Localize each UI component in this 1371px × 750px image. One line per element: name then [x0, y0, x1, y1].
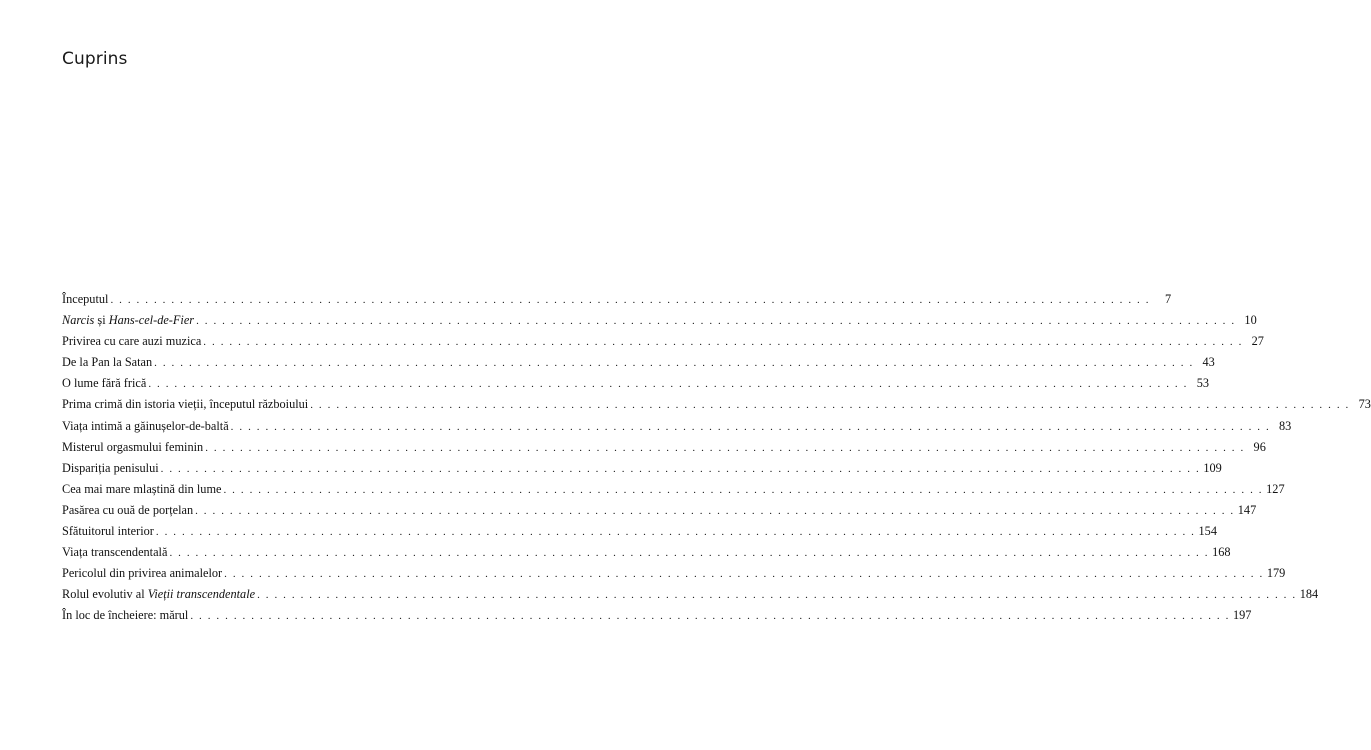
- toc-entry-title: [62, 458, 161, 479]
- dot-leader: . . . . . . . . . . . . . . . . . . . . . . . . . . . . . . . . . . . . . . . . . . . . . . . . . . . . . . . . . . . . . . . . . . . . . . . . . . . . . . . . . . . . . . . . . . . . . . . . . . . . . . . . . . . . . . . . . . . . . . . .: [224, 568, 1264, 581]
- toc-entry: [62, 458, 1222, 479]
- toc-entry: [62, 352, 1215, 373]
- table-of-contents: [62, 289, 1371, 627]
- toc-title-segment: Prima crimă din istoria vieții, începutul războiului: [62, 397, 309, 412]
- toc-entry: [62, 373, 1209, 394]
- toc-title-segment: Viața intimă a găinușelor-de-baltă: [62, 418, 229, 433]
- dot-leader: . . . . . . . . . . . . . . . . . . . . . . . . . . . . . . . . . . . . . . . . . . . . . . . . . . . . . . . . . . . . . . . . . . . . . . . . . . . . . . . . . . . . . . . . . . . . . . . . . . . . . . . . . . . . . . . . . . . . . . . .: [203, 336, 1243, 349]
- toc-entry: [62, 521, 1217, 542]
- dot-leader: . . . . . . . . . . . . . . . . . . . . . . . . . . . . . . . . . . . . . . . . . . . . . . . . . . . . . . . . . . . . . . . . . . . . . . . . . . . . . . . . . . . . . . . . . . . . . . . . . . . . . . . . . . . . . . . . . . . . . . . .: [205, 441, 1245, 454]
- toc-entry: [62, 500, 1257, 521]
- dot-leader: . . . . . . . . . . . . . . . . . . . . . . . . . . . . . . . . . . . . . . . . . . . . . . . . . . . . . . . . . . . . . . . . . . . . . . . . . . . . . . . . . . . . . . . . . . . . . . . . . . . . . . . . . . . . . . . . . . . . . . . .: [154, 357, 1194, 370]
- page-title: Cuprins: [62, 49, 128, 69]
- toc-page-number: 109: [1203, 460, 1222, 475]
- toc-title-segment: Misterul orgasmului feminin: [62, 439, 204, 454]
- toc-title-segment: De la Pan la Satan: [62, 355, 153, 370]
- dot-leader: . . . . . . . . . . . . . . . . . . . . . . . . . . . . . . . . . . . . . . . . . . . . . . . . . . . . . . . . . . . . . . . . . . . . . . . . . . . . . . . . . . . . . . . . . . . . . . . . . . . . . . . . . . . . . . . . . . . . . . . .: [223, 483, 1264, 496]
- dot-leader: . . . . . . . . . . . . . . . . . . . . . . . . . . . . . . . . . . . . . . . . . . . . . . . . . . . . . . . . . . . . . . . . . . . . . . . . . . . . . . . . . . . . . . . . . . . . . . . . . . . . . . . . . . . . . . . . . . . . . . . .: [155, 526, 1196, 539]
- toc-entry-title: [62, 416, 231, 437]
- toc-entry-title: [62, 437, 205, 458]
- toc-page-number: 96: [1253, 439, 1266, 454]
- toc-entry-title: [62, 563, 224, 584]
- dot-leader: . . . . . . . . . . . . . . . . . . . . . . . . . . . . . . . . . . . . . . . . . . . . . . . . . . . . . . . . . . . . . . . . . . . . . . . . . . . . . . . . . . . . . . . . . . . . . . . . . . . . . . . . . . . . . . . . . . . . . . . .: [160, 462, 1201, 475]
- toc-entry-title: [62, 500, 195, 521]
- toc-page-number: 83: [1279, 418, 1292, 433]
- toc-title-segment: Dispariția penisului: [62, 460, 159, 475]
- toc-entry: [62, 289, 1172, 310]
- toc-title-segment: Sfătuitorul interior: [62, 524, 154, 539]
- toc-entry: [62, 394, 1371, 415]
- toc-title-segment: și: [94, 313, 109, 328]
- toc-entry: [62, 310, 1257, 331]
- dot-leader: . . . . . . . . . . . . . . . . . . . . . . . . . . . . . . . . . . . . . . . . . . . . . . . . . . . . . . . . . . . . . . . . . . . . . . . . . . . . . . . . . . . . . . . . . . . . . . . . . . . . . . . . . . . . . . . . . . . . . . . .: [110, 294, 1151, 306]
- toc-entry: [62, 479, 1285, 500]
- toc-entry-title: [62, 373, 148, 394]
- toc-entry: [62, 542, 1231, 563]
- dot-leader: . . . . . . . . . . . . . . . . . . . . . . . . . . . . . . . . . . . . . . . . . . . . . . . . . . . . . . . . . . . . . . . . . . . . . . . . . . . . . . . . . . . . . . . . . . . . . . . . . . . . . . . . . . . . . . . . . . . . . . . .: [195, 504, 1235, 517]
- toc-title-segment: Hans-cel-de-Fier: [108, 313, 195, 328]
- toc-page-number: 154: [1198, 524, 1217, 539]
- dot-leader: . . . . . . . . . . . . . . . . . . . . . . . . . . . . . . . . . . . . . . . . . . . . . . . . . . . . . . . . . . . . . . . . . . . . . . . . . . . . . . . . . . . . . . . . . . . . . . . . . . . . . . . . . . . . . . . . . . . . . . . .: [169, 547, 1210, 560]
- toc-entry-title: [62, 479, 223, 500]
- dot-leader: . . . . . . . . . . . . . . . . . . . . . . . . . . . . . . . . . . . . . . . . . . . . . . . . . . . . . . . . . . . . . . . . . . . . . . . . . . . . . . . . . . . . . . . . . . . . . . . . . . . . . . . . . . . . . . . . . . . . . . . .: [196, 315, 1236, 328]
- toc-title-segment: În loc de încheiere: mărul: [62, 608, 189, 623]
- toc-entry-title: [62, 605, 190, 626]
- toc-entry-title: [62, 394, 310, 415]
- toc-title-segment: Privirea cu care auzi muzica: [62, 334, 202, 349]
- dot-leader: . . . . . . . . . . . . . . . . . . . . . . . . . . . . . . . . . . . . . . . . . . . . . . . . . . . . . . . . . . . . . . . . . . . . . . . . . . . . . . . . . . . . . . . . . . . . . . . . . . . . . . . . . . . . . . . . . . . . . . . .: [148, 378, 1188, 391]
- toc-page-number: 73: [1358, 397, 1371, 412]
- toc-entry-title: [62, 310, 196, 331]
- toc-entry-title: [62, 331, 203, 352]
- toc-entry: [62, 331, 1264, 352]
- toc-page-number: 127: [1266, 481, 1285, 496]
- dot-leader: . . . . . . . . . . . . . . . . . . . . . . . . . . . . . . . . . . . . . . . . . . . . . . . . . . . . . . . . . . . . . . . . . . . . . . . . . . . . . . . . . . . . . . . . . . . . . . . . . . . . . . . . . . . . . . . . . . . . . . . .: [257, 589, 1297, 602]
- toc-title-segment: Vieții transcendentale: [147, 587, 256, 602]
- toc-page-number: 53: [1196, 376, 1209, 391]
- toc-entry: [62, 584, 1319, 605]
- toc-entry-title: [62, 289, 110, 310]
- toc-entry: [62, 437, 1266, 458]
- toc-title-segment: Cea mai mare mlaștină din lume: [62, 481, 222, 496]
- dot-leader: . . . . . . . . . . . . . . . . . . . . . . . . . . . . . . . . . . . . . . . . . . . . . . . . . . . . . . . . . . . . . . . . . . . . . . . . . . . . . . . . . . . . . . . . . . . . . . . . . . . . . . . . . . . . . . . . . . . . . . . .: [230, 420, 1271, 433]
- toc-entry: [62, 416, 1292, 437]
- toc-title-segment: Începutul: [62, 292, 109, 306]
- dot-leader: . . . . . . . . . . . . . . . . . . . . . . . . . . . . . . . . . . . . . . . . . . . . . . . . . . . . . . . . . . . . . . . . . . . . . . . . . . . . . . . . . . . . . . . . . . . . . . . . . . . . . . . . . . . . . . . . . . . . . . . .: [310, 399, 1350, 412]
- toc-page-number: 197: [1232, 608, 1252, 623]
- toc-page-number: 168: [1212, 545, 1231, 560]
- toc-title-segment: O lume fără frică: [62, 376, 147, 391]
- toc-entry-title: [62, 352, 154, 373]
- toc-entry-title: [62, 542, 169, 563]
- toc-page-number: 7: [1164, 292, 1172, 306]
- toc-title-segment: Rolul evolutiv al: [62, 587, 148, 602]
- toc-title-segment: Viața transcendentală: [62, 545, 168, 560]
- toc-title-segment: Narcis: [62, 313, 95, 328]
- toc-page-number: 179: [1266, 566, 1286, 581]
- toc-entry-title: [62, 521, 156, 542]
- toc-page-number: 184: [1299, 587, 1319, 602]
- toc-entry: [62, 605, 1252, 626]
- toc-page-number: 10: [1244, 313, 1257, 328]
- toc-entry-title: [62, 584, 257, 605]
- toc-page-number: 147: [1237, 502, 1257, 517]
- toc-entry: [62, 563, 1286, 584]
- toc-title-segment: Pasărea cu ouă de porțelan: [62, 502, 194, 517]
- toc-page-number: 43: [1202, 355, 1215, 370]
- toc-page-number: 27: [1251, 334, 1264, 349]
- dot-leader: . . . . . . . . . . . . . . . . . . . . . . . . . . . . . . . . . . . . . . . . . . . . . . . . . . . . . . . . . . . . . . . . . . . . . . . . . . . . . . . . . . . . . . . . . . . . . . . . . . . . . . . . . . . . . . . . . . . . . . . .: [190, 610, 1230, 623]
- toc-title-segment: Pericolul din privirea animalelor: [62, 566, 223, 581]
